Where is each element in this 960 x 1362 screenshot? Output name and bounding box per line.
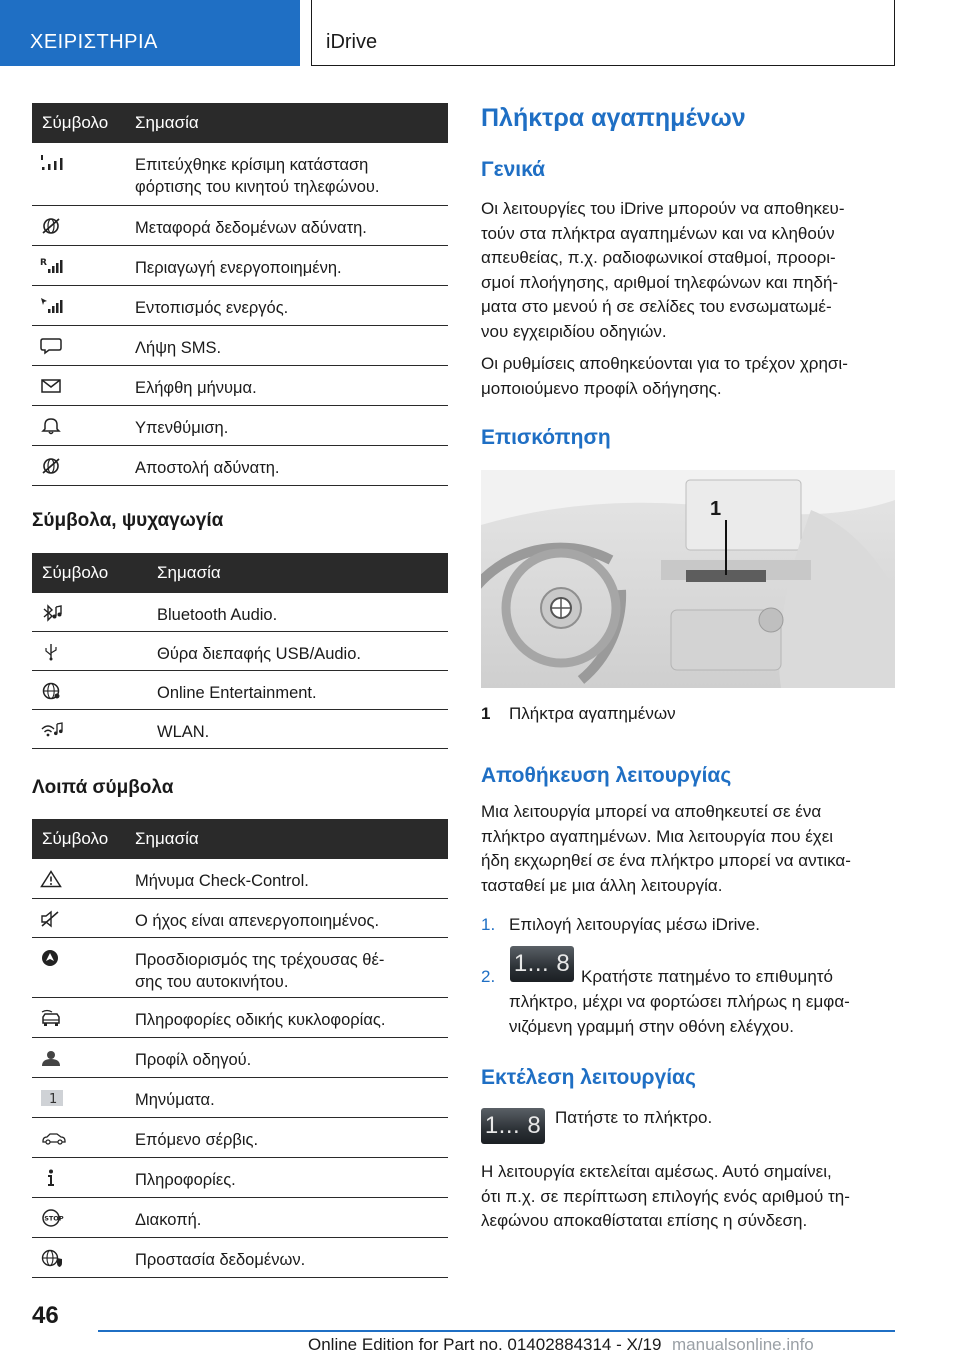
wlan-audio-icon <box>40 721 64 739</box>
row-meaning: Υπενθύμιση. <box>135 419 229 437</box>
col-symbol-header: Σύμβολο <box>42 113 109 132</box>
col-symbol-header: Σύμβολο <box>42 829 109 848</box>
online-entertainment-icon <box>40 682 64 700</box>
table-row <box>32 938 448 998</box>
svg-text:1: 1 <box>49 1092 58 1107</box>
table-row <box>32 1078 448 1118</box>
usb-icon <box>40 643 64 661</box>
footer-divider <box>98 1330 895 1332</box>
stop-icon <box>40 1209 64 1227</box>
location-signal-icon <box>40 297 64 315</box>
table-row <box>32 1038 448 1078</box>
section-title: ΧΕΙΡΙΣΤΗΡΙΑ <box>30 31 158 53</box>
row-meaning: Online Entertainment. <box>157 684 317 702</box>
car-service-icon <box>40 1129 68 1147</box>
crossed-globe-icon <box>40 217 64 235</box>
table-row <box>32 859 448 899</box>
row-meaning: Προφίλ οδηγού. <box>135 1051 252 1069</box>
footer-text: Online Edition for Part no. 01402884314 - X/19 <box>308 1335 662 1354</box>
status-symbols-table <box>32 103 448 486</box>
col-symbol-header: Σύμβολο <box>42 563 109 582</box>
chapter-title: iDrive <box>326 31 378 53</box>
table-header <box>32 819 448 859</box>
table-row <box>32 899 448 938</box>
table-row <box>32 446 448 486</box>
step-2-line2: πλήκτρο, μέχρι να φορτώσει πλήρως η εμφα- <box>509 992 850 1011</box>
table-row <box>32 206 448 246</box>
warning-triangle-icon <box>40 870 64 888</box>
row-meaning: Ο ήχος είναι απενεργοποιημένος. <box>135 912 380 930</box>
general-paragraph-2: Οι ρυθμίσεις αποθηκεύονται για το τρέχον χρησι- μοποιούμενο προφίλ οδήγησης. <box>481 354 848 398</box>
watermark-text: manualsonline.info <box>672 1335 814 1354</box>
heading-store-function: Αποθήκευση λειτουργίας <box>481 764 732 787</box>
svg-text:R: R <box>40 258 47 268</box>
table-row <box>32 246 448 286</box>
row-meaning: Ελήφθη μήνυμα. <box>135 379 257 397</box>
bluetooth-audio-icon <box>40 604 64 622</box>
speech-bubble-icon <box>40 337 64 355</box>
page-number: 46 <box>32 1302 59 1329</box>
table-header <box>32 553 448 593</box>
table-row <box>32 998 448 1038</box>
step-2: 2. <box>481 967 496 986</box>
page-title: Πλήκτρα αγαπημένων <box>481 104 746 132</box>
entertainment-symbols-table <box>32 553 448 749</box>
data-privacy-icon <box>40 1249 64 1267</box>
heading-overview: Επισκόπηση <box>481 426 611 449</box>
row-meaning: Διακοπή. <box>135 1211 202 1229</box>
section-heading-other: Λοιπά σύμβολα <box>32 777 174 798</box>
info-icon <box>40 1169 64 1187</box>
store-paragraph: Μια λειτουργία μπορεί να αποθηκευτεί σε ένα πλήκτρο αγαπημένων. Μια λειτουργία που έχει ήδη εκχωρηθεί σε ένα πλήκτρο μπορεί να αντικα- τασταθεί με μια άλλη λειτουργία. <box>481 802 851 895</box>
table-row <box>32 671 448 710</box>
step-2-line1: Κρατήστε πατημένο το επιθυμητό <box>581 967 833 986</box>
roaming-signal-icon <box>40 257 64 275</box>
driver-profile-icon <box>40 1049 64 1067</box>
table-row <box>32 1158 448 1198</box>
chapter-tab <box>311 0 895 66</box>
row-meaning: Επιτεύχθηκε κρίσιμη κατάσταση φόρτισης του κινητού τηλεφώνου. <box>135 156 380 196</box>
row-meaning: Θύρα διεπαφής USB/Audio. <box>157 645 361 663</box>
row-meaning: Περιαγωγή ενεργοποιημένη. <box>135 259 342 277</box>
cockpit-photo <box>481 470 895 688</box>
bell-icon <box>40 417 64 435</box>
cockpit-illustration <box>481 470 895 688</box>
traffic-info-icon <box>40 1009 64 1027</box>
table-header <box>32 103 448 143</box>
favorite-key-button: 1... 8 <box>510 946 574 982</box>
col-meaning-header: Σημασία <box>157 563 221 582</box>
messages-badge-icon <box>40 1089 64 1107</box>
svg-text:STOP: STOP <box>44 1214 64 1223</box>
row-meaning: Bluetooth Audio. <box>157 606 278 624</box>
table-row <box>32 1118 448 1158</box>
table-row <box>32 1238 448 1278</box>
row-meaning: Μήνυμα Check-Control. <box>135 872 309 890</box>
row-meaning: Προσδιορισμός της τρέχουσας θέ- σης του αυτοκινήτου. <box>135 951 385 991</box>
step-2-line3: νιζόμενη γραμμή στην οθόνη ελέγχου. <box>509 1017 794 1036</box>
row-meaning: Επόμενο σέρβις. <box>135 1131 259 1149</box>
other-symbols-table <box>32 819 448 1278</box>
navigation-arrow-icon <box>40 949 64 967</box>
crossed-globe-icon <box>40 457 64 475</box>
col-meaning-header: Σημασία <box>135 113 199 132</box>
row-meaning: Μηνύματα. <box>135 1091 215 1109</box>
row-meaning: Αποστολή αδύνατη. <box>135 459 280 477</box>
row-meaning: Πληροφορίες. <box>135 1171 236 1189</box>
col-meaning-header: Σημασία <box>135 829 199 848</box>
table-row <box>32 593 448 632</box>
signal-bars-icon <box>40 154 64 172</box>
table-row <box>32 366 448 406</box>
row-meaning: Πληροφορίες οδικής κυκλοφορίας. <box>135 1011 386 1029</box>
row-meaning: Μεταφορά δεδομένων αδύνατη. <box>135 219 367 237</box>
execute-paragraph: Η λειτουργία εκτελείται αμέσως. Αυτό σημαίνει, ότι π.χ. σε περίπτωση επιλογής ενός αριθμού τη- λεφώνου αποκαθίσταται επίσης η σύνδεση. <box>481 1162 850 1230</box>
execute-hint: Πατήστε το πλήκτρο. <box>555 1108 713 1127</box>
section-tab <box>0 0 300 66</box>
table-row <box>32 326 448 366</box>
photo-caption: 1 Πλήκτρα αγαπημένων <box>481 704 676 723</box>
row-meaning: Λήψη SMS. <box>135 339 222 357</box>
table-row <box>32 143 448 206</box>
envelope-icon <box>40 377 64 395</box>
favorite-key-button: 1... 8 <box>481 1108 545 1144</box>
photo-callout-1: 1 <box>710 498 722 520</box>
row-meaning: Εντοπισμός ενεργός. <box>135 299 289 317</box>
general-paragraph-1: Οι λειτουργίες του iDrive μπορούν να αποθηκευ- τούν στα πλήκτρα αγαπημένων και να κληθούν απευθείας, π.χ. ραδιοφωνικοί σταθμοί, προορι- σμοί πλοήγησης, αριθμοί τηλεφώνων και πηδή- ματα στο μενού ή σε σελίδες του ενσωματωμέ- νου εγχειριδίου οδηγιών. <box>481 199 845 341</box>
table-row <box>32 632 448 671</box>
row-meaning: WLAN. <box>157 723 210 741</box>
heading-execute-function: Εκτέλεση λειτουργίας <box>481 1066 696 1089</box>
table-row <box>32 1198 448 1238</box>
sound-off-icon <box>40 910 64 928</box>
section-heading-entertainment: Σύμβολα, ψυχαγωγία <box>32 510 224 531</box>
row-meaning: Προστασία δεδομένων. <box>135 1251 306 1269</box>
heading-general: Γενικά <box>481 158 546 181</box>
step-1: 1. Επιλογή λειτουργίας μέσω iDrive. <box>481 915 761 934</box>
table-row <box>32 286 448 326</box>
table-row <box>32 710 448 749</box>
table-row <box>32 406 448 446</box>
